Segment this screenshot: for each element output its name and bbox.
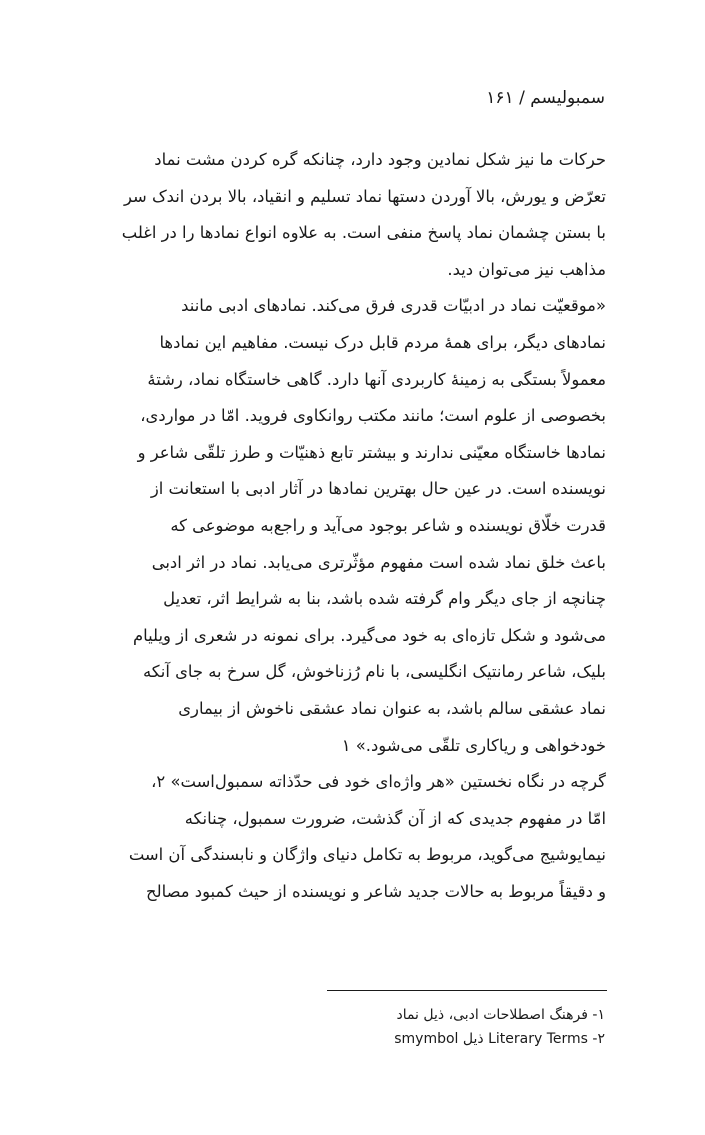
body-text <box>98 142 606 910</box>
text-line: با بستن چشمان نماد پاسخ منفی است. به علاوه انواع نمادها را در اغلب <box>121 223 606 243</box>
text-line: نیمایوشیج می‌گوید، مربوط به تکامل دنیای واژگان و نابسندگی آن است <box>128 845 606 865</box>
text-line: نویسنده است. در عین حال بهترین نمادها در آثار ادبی با استعانت از <box>150 479 606 499</box>
text-line: امّا در مفهوم جدیدی که از آن گذشت، ضرورت سمبول، چنانکه <box>184 808 606 828</box>
text-line: چنانچه از جای دیگر وام گرفته شده باشد، بنا به شرایط اثر، تعدیل <box>163 589 606 609</box>
text-line: معمولاً بستگی به زمینهٔ کاربردی آنها دارد. گاهی خاستگاه نماد، رشتهٔ <box>147 369 606 389</box>
text-line: قدرت خلّاق نویسنده و شاعر بوجود می‌آید و راجع‌به موضوعی که <box>170 515 606 535</box>
running-head: سمبولیسم / ۱۶۱ <box>486 88 605 108</box>
text-line: باعث خلق نماد شده است مفهوم مؤثّرتری می‌یابد. نماد در اثر ادبی <box>151 552 606 572</box>
text-line: بخصوصی از علوم است؛ مانند مکتب روانکاوی فروید. امّا در مواردی، <box>140 406 606 426</box>
footnote-2: ۲- Literary Terms ذیل smymbol <box>394 1031 605 1047</box>
page-header <box>0 80 705 120</box>
text-line: حرکات ما نیز شکل نمادین وجود دارد، چنانکه گره کردن مشت نماد <box>154 150 606 169</box>
text-line: نمادها خاستگاه معیّنی ندارند و بیشتر تابع ذهنیّات و طرز تلقّی شاعر و <box>137 442 606 462</box>
text-line: خودخواهی و ریاکاری تلقّی می‌شود.» ۱ <box>341 735 606 755</box>
text-line: می‌شود و شکل تازه‌ای به خود می‌گیرد. برای نمونه در شعری از ویلیام <box>132 625 606 645</box>
text-line: نمادهای دیگر، برای همهٔ مردم قابل درک نیست. مفاهیم این نمادها <box>159 332 606 352</box>
text-line: گرچه در نگاه نخستین «هر واژه‌ای خود فی حدّذاته سمبول‌است» ۲، <box>151 772 606 792</box>
footnotes <box>155 1003 605 1051</box>
text-line: تعرّض و یورش، بالا آوردن دستها نماد تسلیم و انقیاد، بالا بردن اندک سر <box>123 186 606 206</box>
footnote-divider <box>327 990 607 991</box>
text-line: مذاهب نیز می‌توان دید. <box>447 259 606 279</box>
text-line: و دقیقاً مربوط به حالات جدید شاعر و نویسنده از حیث کمبود مصالح <box>146 881 606 901</box>
footnote-1: ۱- فرهنگ اصطلاحات ادبی، ذیل نماد <box>396 1007 605 1023</box>
text-line: «موقعیّت نماد در ادبیّات قدری فرق می‌کند. نمادهای ادبی مانند <box>181 296 606 316</box>
text-line: نماد عشقی سالم باشد، به عنوان نماد عشقی ناخوش از بیماری <box>178 698 606 718</box>
text-line: بلیک، شاعر رمانتیک انگلیسی، با نام رُزناخوش، گل سرخ به جای آنکه <box>142 662 606 682</box>
